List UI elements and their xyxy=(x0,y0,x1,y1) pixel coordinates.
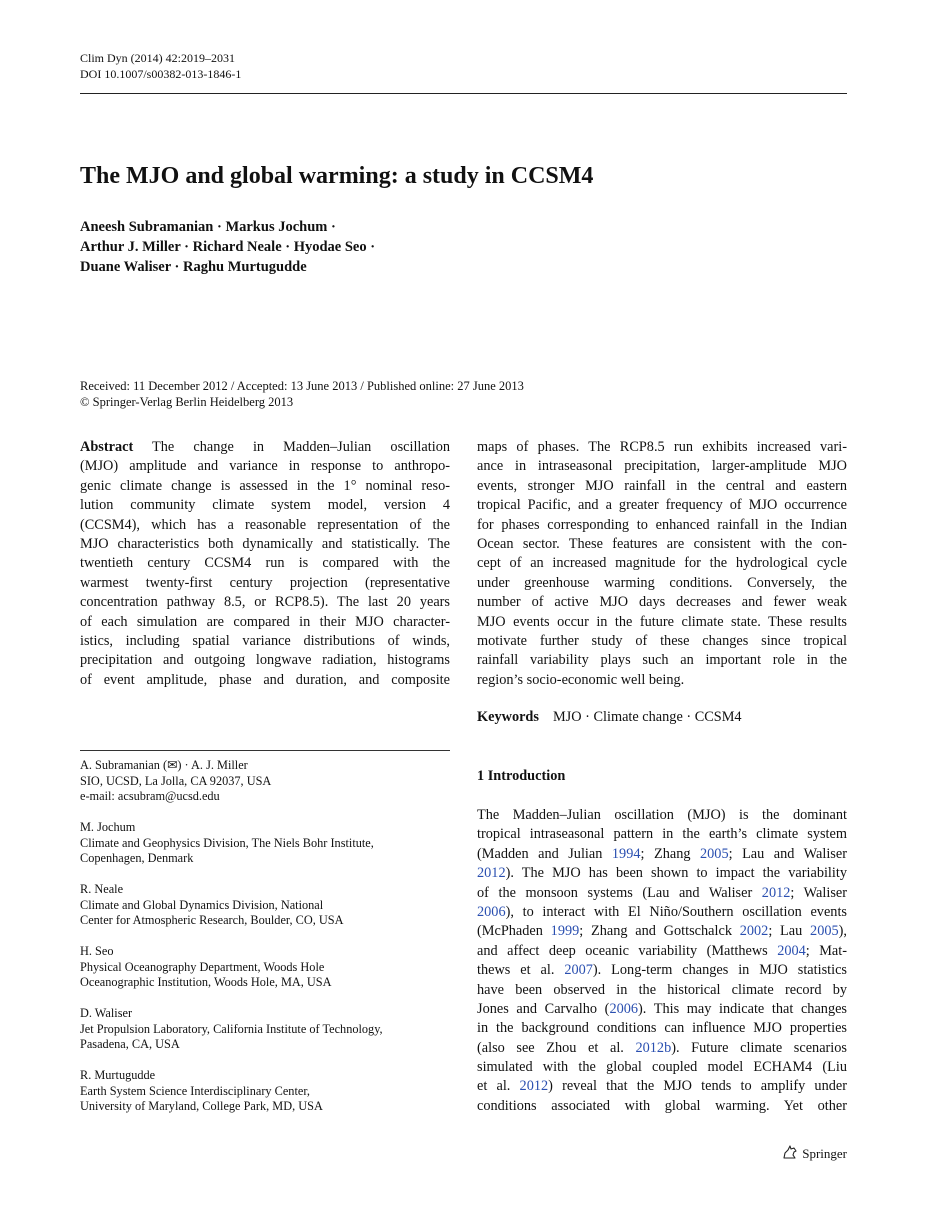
springer-horse-icon xyxy=(782,1145,798,1163)
text-line xyxy=(477,1019,847,1038)
affiliation-block xyxy=(80,758,450,805)
affiliation-line: Earth System Science Interdisciplinary Center, xyxy=(80,1083,311,1098)
text-line: rainfall variability plays such an important role in the xyxy=(477,652,847,669)
text-line xyxy=(477,961,847,980)
citation-link[interactable]: 2012 xyxy=(519,1078,549,1095)
affiliation-line: Copenhagen, Denmark xyxy=(80,851,194,865)
citation-link[interactable]: 2006 xyxy=(477,903,506,920)
text-line: events, stronger MJO rainfall in the central and eastern xyxy=(477,477,847,494)
line-text: ; Mat- xyxy=(805,942,847,959)
affiliation-block xyxy=(80,944,450,991)
affiliation-line: Jet Propulsion Laboratory, California Institute of Technology, xyxy=(80,1021,383,1036)
line-text: ). Long-term changes in MJO statistics xyxy=(592,962,847,979)
line-text: The Madden–Julian oscillation (MJO) is the dominant xyxy=(477,807,847,823)
affiliation-line: Climate and Geophysics Division, The Niels Bohr Institute, xyxy=(80,835,374,850)
line-text: concentration pathway 8.5, or RCP8.5). The last 20 years xyxy=(80,594,450,611)
publisher-name: Springer xyxy=(802,1146,847,1161)
text-line: cept of an increased magnitude for the hydrological cycle xyxy=(477,555,847,572)
affiliation-line: Oceanographic Institution, Woods Hole, MA, USA xyxy=(80,975,332,989)
citation-link[interactable]: 1994 xyxy=(611,845,641,862)
text-line xyxy=(477,845,847,864)
line-text: ; Zhang and Gottschalck xyxy=(579,923,740,940)
line-text: ). The MJO has been shown to impact the variability xyxy=(505,865,847,882)
citation-link[interactable]: 2007 xyxy=(564,962,593,979)
line-text: (McPhaden xyxy=(477,923,551,940)
affiliation-line: Pasadena, CA, USA xyxy=(80,1037,180,1051)
header-rule xyxy=(80,93,847,94)
line-text: (also see Zhou et al. xyxy=(477,1039,636,1056)
line-text: ). This may indicate that changes xyxy=(638,1000,847,1017)
text-line xyxy=(80,671,450,690)
citation-link[interactable]: 2012 xyxy=(477,865,506,882)
text-line xyxy=(477,806,847,825)
dates-line: Received: 11 December 2012 / Accepted: 13 June 2013 / Published online: 27 June 2013 xyxy=(80,379,524,393)
citation-link[interactable]: 2002 xyxy=(739,923,769,940)
introduction-body xyxy=(477,806,847,1116)
affiliation-line: R. Neale xyxy=(80,882,124,896)
line-text: Jones and Carvalho ( xyxy=(477,1000,610,1017)
text-line xyxy=(477,884,847,903)
line-text: simulated with the global coupled model ECHAM4 (Liu xyxy=(477,1059,847,1076)
author-line: Duane Waliser · Raghu Murtugudde xyxy=(80,259,307,275)
line-text: thews et al. xyxy=(477,962,565,979)
line-text: of each simulation are compared in their MJO character- xyxy=(80,613,450,630)
line-text: (CCSM4), which has a reasonable representation of the xyxy=(80,516,450,533)
abstract-left-column xyxy=(80,438,450,690)
line-text: ; Waliser xyxy=(790,884,847,901)
abstract-label: Abstract xyxy=(80,439,134,455)
copyright-line: © Springer-Verlag Berlin Heidelberg 2013 xyxy=(80,395,294,409)
affiliation-line: M. Jochum xyxy=(80,820,136,834)
text-line xyxy=(477,864,847,883)
text-line: motivate further study of these changes since tropical xyxy=(477,632,847,649)
text-line xyxy=(477,825,847,844)
affiliation-line: H. Seo xyxy=(80,944,114,958)
line-text: ; Lau xyxy=(768,923,811,940)
text-line xyxy=(477,981,847,1000)
text-line xyxy=(80,516,450,535)
citation-link[interactable]: 2005 xyxy=(700,845,729,862)
line-text: istics, including spatial variance distributions of winds, xyxy=(80,632,450,649)
publication-dates xyxy=(80,378,524,410)
line-text: ), xyxy=(838,923,847,940)
affiliation-block xyxy=(80,882,450,929)
citation-link[interactable]: 2012 xyxy=(761,884,791,901)
text-line xyxy=(80,438,450,457)
author-line: Aneesh Subramanian · Markus Jochum · xyxy=(80,219,336,235)
text-line: under greenhouse warming conditions. Conversely, the xyxy=(477,574,847,591)
text-line xyxy=(80,535,450,554)
author-list xyxy=(80,217,375,277)
affiliation-block xyxy=(80,820,450,867)
line-text: lution community climate system model, version 4 xyxy=(80,497,450,514)
line-text: and affect deep oceanic variability (Matthews xyxy=(477,942,778,959)
section-heading-introduction: 1 Introduction xyxy=(477,768,566,784)
affiliation-line: Physical Oceanography Department, Woods Hole xyxy=(80,959,325,974)
line-text: precipitation and outgoing longwave radiation, histograms xyxy=(80,652,450,669)
affiliations xyxy=(80,758,450,1130)
line-text: ) reveal that the MJO tends to amplify under xyxy=(548,1078,847,1095)
affiliation-line: University of Maryland, College Park, MD, USA xyxy=(80,1099,323,1113)
affiliation-block xyxy=(80,1006,450,1053)
journal-citation: Clim Dyn (2014) 42:2019–2031 xyxy=(80,51,235,65)
line-text: ), to interact with El Niño/Southern oscillation events xyxy=(505,903,847,920)
text-line: number of active MJO days decreases and fewer weak xyxy=(477,594,847,611)
line-text: warmest twenty-first century projection (representative xyxy=(80,574,450,591)
citation-link[interactable]: 2005 xyxy=(810,923,839,940)
affiliation-line: Climate and Global Dynamics Division, National xyxy=(80,897,324,912)
keywords-text: MJO · Climate change · CCSM4 xyxy=(552,709,742,725)
text-line: maps of phases. The RCP8.5 run exhibits increased vari- xyxy=(477,439,847,455)
line-text: (MJO) amplitude and variance in response to anthropo- xyxy=(80,458,450,475)
line-text: conditions associated with global warming. Yet other xyxy=(477,1097,847,1114)
paper-title: The MJO and global warming: a study in CCSM4 xyxy=(80,163,594,189)
text-line xyxy=(477,1058,847,1077)
text-line xyxy=(80,651,450,670)
doi: DOI 10.1007/s00382-013-1846-1 xyxy=(80,67,242,81)
publisher-mark xyxy=(782,1145,847,1163)
text-line: Ocean sector. These features are consistent with the con- xyxy=(477,535,847,552)
text-line xyxy=(477,942,847,961)
affiliation-line: A. Subramanian (✉) · A. J. Miller xyxy=(80,758,248,772)
affiliation-line: Center for Atmospheric Research, Boulder, CO, USA xyxy=(80,913,344,927)
affiliation-line: R. Murtugudde xyxy=(80,1068,156,1082)
text-line xyxy=(477,1077,847,1096)
text-line xyxy=(80,593,450,612)
line-text: genic climate change is assessed in the 1° nominal reso- xyxy=(80,477,450,494)
text-line xyxy=(477,1097,847,1116)
line-text: The change in Madden–Julian oscillation xyxy=(133,439,450,455)
text-line xyxy=(477,1000,847,1019)
line-text: ; Zhang xyxy=(640,845,700,862)
text-line xyxy=(80,496,450,515)
affiliation-rule xyxy=(80,750,450,751)
citation-link[interactable]: 2006 xyxy=(609,1000,639,1017)
affiliation-line: e-mail: acsubram@ucsd.edu xyxy=(80,789,220,803)
text-line: ance in intraseasonal precipitation, larger-amplitude MJO xyxy=(477,458,847,475)
line-text: of the monsoon systems (Lau and Waliser xyxy=(477,884,762,901)
text-line: tropical Pacific, and a greater frequency of MJO occurrence xyxy=(477,497,847,514)
text-line xyxy=(80,632,450,651)
citation-link[interactable]: 2012b xyxy=(635,1039,672,1056)
keywords-label: Keywords xyxy=(477,709,539,725)
abstract-right-column xyxy=(477,438,847,690)
text-line: region’s socio-economic well being. xyxy=(477,671,685,688)
text-line: MJO events occur in the future climate state. These results xyxy=(477,613,847,630)
affiliation-block xyxy=(80,1068,450,1115)
affiliation-line: SIO, UCSD, La Jolla, CA 92037, USA xyxy=(80,773,272,788)
citation-link[interactable]: 1999 xyxy=(550,923,580,940)
line-text: et al. xyxy=(477,1078,520,1095)
text-line xyxy=(80,613,450,632)
author-line: Arthur J. Miller · Richard Neale · Hyodae Seo · xyxy=(80,239,376,255)
line-text: (Madden and Julian xyxy=(477,845,612,862)
line-text: of event amplitude, phase and duration, and composite xyxy=(80,671,450,688)
line-text: ; Lau and Waliser xyxy=(728,845,847,862)
text-line: for phases corresponding to enhanced rainfall in the Indian xyxy=(477,516,847,533)
text-line xyxy=(477,922,847,941)
text-line xyxy=(80,554,450,573)
line-text: twentieth century CCSM4 run is compared with the xyxy=(80,555,450,572)
affiliation-line: D. Waliser xyxy=(80,1006,133,1020)
text-line xyxy=(80,477,450,496)
text-line xyxy=(477,1039,847,1058)
line-text: MJO characteristics both dynamically and statistically. The xyxy=(80,535,450,552)
citation-link[interactable]: 2004 xyxy=(777,942,806,959)
text-line xyxy=(477,903,847,922)
line-text: in the background conditions can influence MJO properties xyxy=(477,1020,847,1037)
journal-reference xyxy=(80,50,241,82)
text-line xyxy=(80,574,450,593)
line-text: tropical intraseasonal pattern in the earth’s climate system xyxy=(477,826,847,843)
keywords xyxy=(477,709,742,726)
line-text: ). Future climate scenarios xyxy=(671,1039,847,1056)
text-line xyxy=(80,457,450,476)
line-text: have been observed in the historical climate record by xyxy=(477,981,847,998)
